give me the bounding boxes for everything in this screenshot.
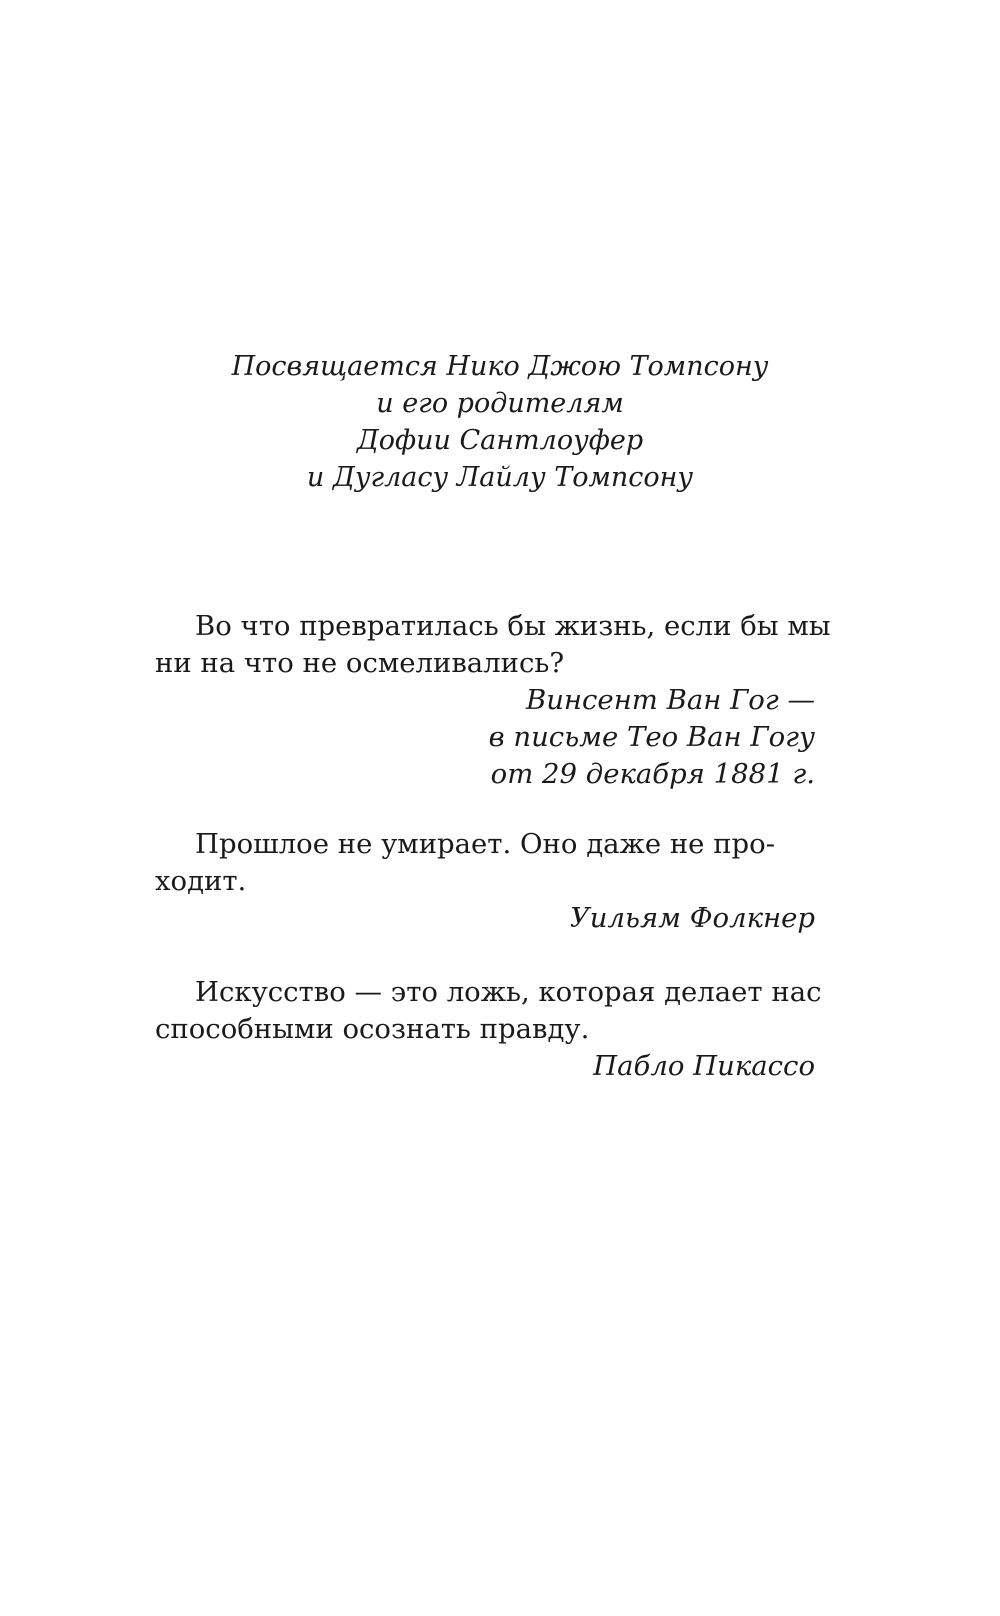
quote-line: Искусство — это ложь, которая делает нас xyxy=(195,976,822,1008)
epigraph-attribution: Винсент Ван Гог — xyxy=(525,684,815,716)
quote-line: Во что превратилась бы жизнь, если бы мы xyxy=(195,610,831,642)
epigraph-picasso xyxy=(155,974,822,1085)
epigraph-attribution: от 29 декабря 1881 г. xyxy=(490,758,815,790)
quote-line: способными осознать правду. xyxy=(155,1013,590,1045)
epigraph-attribution: в письме Тео Ван Гогу xyxy=(488,721,815,753)
dedication-line: и Дугласу Лайлу Томпсону xyxy=(306,462,694,493)
dedication-line: и его родителям xyxy=(376,388,624,419)
quote-line: Прошлое не умирает. Оно даже не про- xyxy=(195,828,775,860)
dedication xyxy=(0,348,1000,496)
dedication-line: Посвящается Нико Джою Томпсону xyxy=(231,351,769,382)
epigraph-faulkner xyxy=(155,826,815,937)
epigraph-quote xyxy=(155,608,831,682)
epigraph-van-gogh xyxy=(155,608,831,793)
dedication-line: Дофии Сантлоуфер xyxy=(356,425,644,456)
epigraph-quote xyxy=(155,826,815,900)
epigraph-attribution: Пабло Пикассо xyxy=(593,1050,815,1082)
epigraph-quote xyxy=(155,974,822,1048)
quote-line: ходит. xyxy=(155,865,247,897)
epigraph-attribution: Уильям Фолкнер xyxy=(569,902,815,934)
quote-line: ни на что не осмеливались? xyxy=(155,647,565,679)
